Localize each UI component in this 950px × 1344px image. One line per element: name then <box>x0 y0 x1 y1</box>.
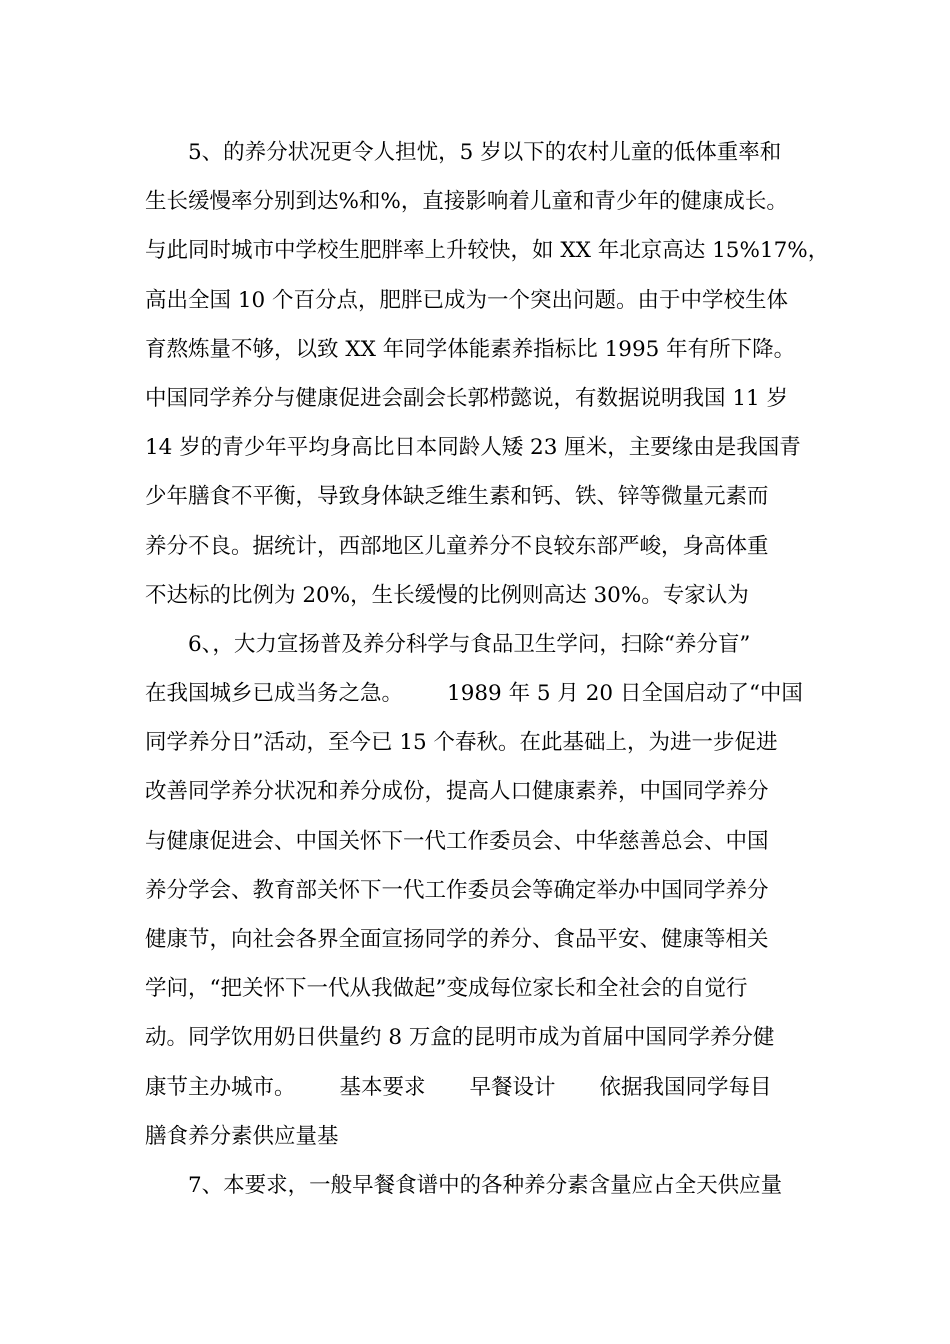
text-segment: 早餐设计 <box>469 1074 556 1100</box>
text-line: 与此同时城市中学校生肥胖率上升较快，如 XX 年北京高达 15%17%， <box>145 238 830 264</box>
paragraph-5 <box>145 128 830 620</box>
text-line: 生长缓慢率分别到达%和%，直接影响着儿童和青少年的健康成长。 <box>145 189 788 215</box>
text-line: 养分不良。据统计，西部地区儿童养分不良较东部严峻，身高体重 <box>145 533 769 559</box>
text-line: 6、，大力宣扬普及养分科学与食品卫生学问，扫除“养分盲” <box>188 631 751 657</box>
text-segment: 依据我国同学每目 <box>599 1074 772 1100</box>
text-line: 中国同学养分与健康促进会副会长郭栉懿说，有数据说明我国 11 岁 <box>145 385 789 411</box>
text-line: 不达标的比例为 20%，生长缓慢的比例则高达 30%。专家认为 <box>145 582 749 608</box>
text-line: 7、本要求，一般早餐食谱中的各种养分素含量应占全天供应量 <box>188 1172 783 1198</box>
paragraph-7 <box>145 1161 810 1210</box>
text-segment: 基本要求 <box>339 1074 426 1100</box>
paragraph-6 <box>145 620 810 1161</box>
document-page <box>145 128 830 1210</box>
text-line <box>145 669 810 718</box>
text-line: 育熬炼量不够，以致 XX 年同学体能素养指标比 1995 年有所下降。 <box>145 336 796 362</box>
text-line: 14 岁的青少年平均身高比日本同龄人矮 23 厘米，主要缘由是我国青 <box>145 435 801 461</box>
text-line: 与健康促进会、中国关怀下一代工作委员会、中华慈善总会、中国 <box>145 828 769 854</box>
text-segment: 康节主办城市。 <box>145 1074 296 1100</box>
text-segment: 在我国城乡已成当务之急。 <box>145 681 404 707</box>
text-line: 改善同学养分状况和养分成份，提高人口健康素养，中国同学养分 <box>145 779 769 805</box>
text-line: 5、的养分状况更令人担忧，5 岁以下的农村儿童的低体重率和 <box>188 140 782 165</box>
text-line: 高出全国 10 个百分点，肥胖已成为一个突出问题。由于中学校生体 <box>145 287 789 313</box>
text-line: 同学养分日”活动，至今已 15 个春秋。在此基础上，为进一步促进 <box>145 730 778 756</box>
text-line: 少年膳食不平衡，导致身体缺乏维生素和钙、铁、锌等微量元素而 <box>145 484 769 510</box>
text-line: 养分学会、教育部关怀下一代工作委员会等确定举办中国同学养分 <box>145 877 769 903</box>
text-line: 健康节，向社会各界全面宣扬同学的养分、食品平安、健康等相关 <box>145 927 769 952</box>
text-line: 学问，“把关怀下一代从我做起”变成每位家长和全社会的自觉行 <box>145 976 748 1002</box>
text-line: 膳食养分素供应量基 <box>145 1123 339 1149</box>
text-segment: 1989 年 5 月 20 日全国启动了“中国 <box>447 681 803 707</box>
text-line: 动。同学饮用奶日供量约 8 万盒的昆明市成为首届中国同学养分健 <box>145 1025 775 1051</box>
text-line <box>145 1063 810 1112</box>
